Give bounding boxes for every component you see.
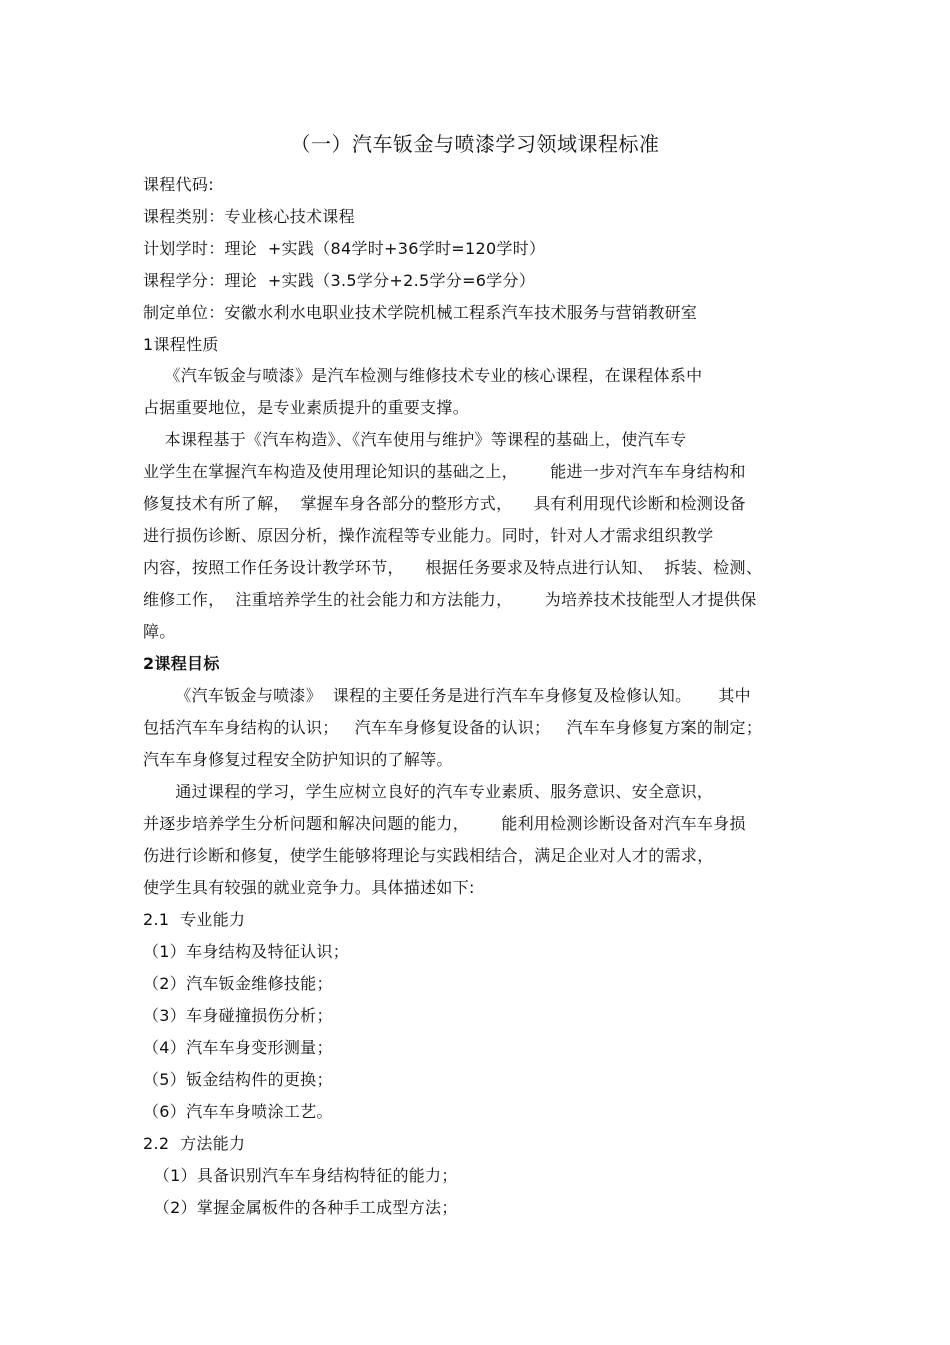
list-item: （2）掌握金属板件的各种手工成型方法； — [143, 1198, 458, 1217]
course-category: 课程类别：专业核心技术课程 — [143, 207, 355, 226]
list-item: （5）钣金结构件的更换； — [143, 1070, 333, 1089]
section-1-heading: 1课程性质 — [143, 335, 219, 354]
section-2-line: 并逐步培养学生分析问题和解决问题的能力， 能利用检测诊断设备对汽车车身损 — [143, 814, 746, 833]
section-2-line: 使学生具有较强的就业竞争力。具体描述如下: — [143, 878, 475, 897]
section-1-line: 内容，按照工作任务设计教学环节， 根据任务要求及特点进行认知、 拆装、检测、 — [143, 558, 763, 577]
section-2-2-heading: 2.2 方法能力 — [143, 1134, 246, 1153]
section-2-line: 通过课程的学习，学生应树立良好的汽车专业素质、服务意识、安全意识， — [143, 782, 714, 801]
section-2-line: 包括汽车车身结构的认识； 汽车车身修复设备的认识； 汽车车身修复方案的制定； — [143, 718, 763, 737]
course-credits: 课程学分：理论 +实践（3.5学分+2.5学分=6学分） — [143, 271, 536, 290]
course-code: 课程代码: — [143, 175, 214, 194]
section-1-line: 维修工作， 注重培养学生的社会能力和方法能力， 为培养技术技能型人才提供保 — [143, 590, 757, 609]
section-2-line: 汽车车身修复过程安全防护知识的了解等。 — [143, 750, 453, 769]
section-2-line: 伤进行诊断和修复，使学生能够将理论与实践相结合，满足企业对人才的需求， — [143, 846, 714, 865]
section-1-line: 进行损伤诊断、原因分析，操作流程等专业能力。同时，针对人才需求组织教学 — [143, 526, 714, 545]
section-1-line: 修复技术有所了解， 掌握车身各部分的整形方式， 具有利用现代诊断和检测设备 — [143, 494, 746, 513]
section-2-heading: 2课程目标 — [143, 654, 220, 673]
section-1-line: 占据重要地位，是专业素质提升的重要支撑。 — [143, 398, 470, 417]
list-item: （4）汽车车身变形测量； — [143, 1038, 333, 1057]
course-hours: 计划学时：理论 +实践（84学时+36学时=120学时） — [143, 239, 546, 258]
section-2-line: 《汽车钣金与喷漆》 课程的主要任务是进行汽车车身修复及检修认知。 其中 — [143, 686, 751, 705]
section-1-line: 本课程基于《汽车构造》、《汽车使用与维护》等课程的基础上，使汽车专 — [143, 430, 687, 449]
course-unit: 制定单位：安徽水利水电职业技术学院机械工程系汽车技术服务与营销教研室 — [143, 303, 698, 322]
list-item: （3）车身碰撞损伤分析； — [143, 1006, 333, 1025]
list-item: （1）具备识别汽车车身结构特征的能力； — [143, 1166, 458, 1185]
list-item: （6）汽车车身喷涂工艺。 — [143, 1102, 333, 1121]
list-item: （2）汽车钣金维修技能； — [143, 974, 333, 993]
section-1-line: 业学生在掌握汽车构造及使用理论知识的基础之上， 能进一步对汽车车身结构和 — [143, 462, 746, 481]
list-item: （1）车身结构及特征认识； — [143, 942, 350, 961]
page-title: （一）汽车钣金与喷漆学习领域课程标准 — [290, 132, 660, 156]
section-1-line: 《汽车钣金与喷漆》是汽车检测与维修技术专业的核心课程，在课程体系中 — [143, 366, 703, 385]
section-1-line: 障。 — [143, 622, 176, 641]
section-2-1-heading: 2.1 专业能力 — [143, 910, 246, 929]
